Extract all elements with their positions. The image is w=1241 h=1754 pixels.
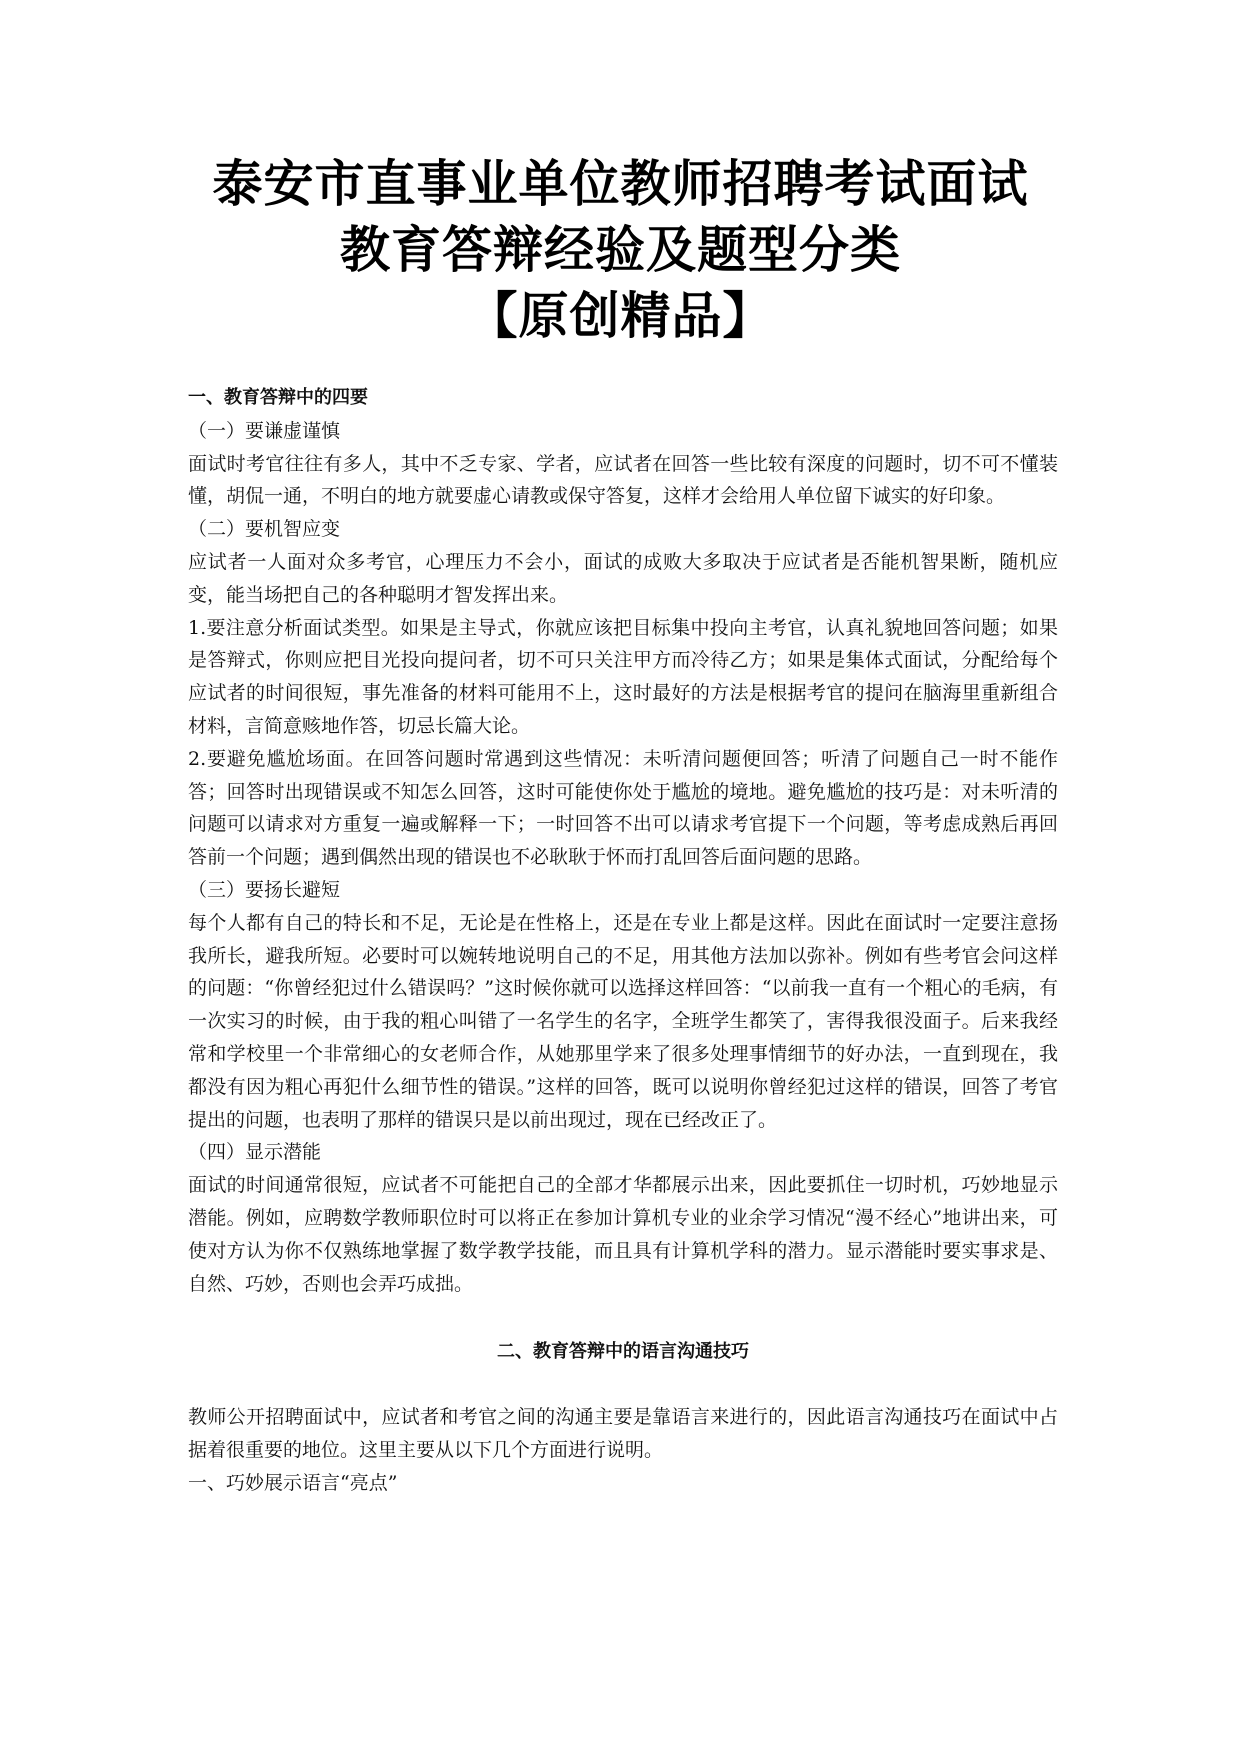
subsection-1-paragraph: 面试时考官往往有多人，其中不乏专家、学者，应试者在回答一些比较有深度的问题时，切不可不懂装懂，胡侃一通，不明白的地方就要虚心请教或保守答复，这样才会给用人单位留下诚实的好印象。 — [188, 452, 1058, 508]
section-2-heading: 二、教育答辩中的语言沟通技巧 — [497, 1341, 749, 1363]
document-title-line-2: 教育答辩经验及题型分类 — [340, 221, 901, 279]
subsection-2-paragraph-2: 1.要注意分析面试类型。如果是主导式，你就应该把目标集中投向主考官，认真礼貌地回答问题；如果是答辩式，你则应把目光投向提问者，切不可只关注甲方而冷待乙方；如果是集体式面试，分配给每个应试者的时间很短，事先准备的材料可能用不上，这时最好的方法是根据考官的提问在脑海里重新组合材料，言简意赅地作答，切忌长篇大论。 — [188, 616, 1058, 737]
document-body — [188, 382, 1058, 1500]
section-2-paragraph: 教师公开招聘面试中，应试者和考官之间的沟通主要是靠语言来进行的，因此语言沟通技巧在面试中占据着很重要的地位。这里主要从以下几个方面进行说明。 — [188, 1406, 1058, 1461]
subsection-3-heading: （三）要扬长避短 — [188, 878, 341, 901]
document-title-line-3: 【原创精品】 — [467, 287, 774, 345]
subsection-1-heading: （一）要谦虚谨慎 — [188, 419, 341, 442]
subsection-4-paragraph: 面试的时间通常很短，应试者不可能把自己的全部才华都展示出来，因此要抓住一切时机，巧妙地显示潜能。例如，应聘数学教师职位时可以将正在参加计算机专业的业余学习情况“漫不经心”地讲出来，可使对方认为你不仅熟练地掌握了数学教学技能，而且具有计算机学科的潜力。显示潜能时要实事求是、自然、巧妙，否则也会弄巧成拙。 — [188, 1174, 1058, 1295]
subsection-4-heading: （四）显示潜能 — [188, 1141, 322, 1164]
section-2-subheading-1: 一、巧妙展示语言“亮点” — [188, 1471, 398, 1494]
section-spacer — [188, 1369, 1058, 1401]
subsection-2-paragraph-3: 2.要避免尴尬场面。在回答问题时常遇到这些情况：未听清问题便回答；听清了问题自己一时不能作答；回答时出现错误或不知怎么回答，这时可能使你处于尴尬的境地。避免尴尬的技巧是：对未听清的问题可以请求对方重复一遍或解释一下；一时回答不出可以请求考官提下一个问题，等考虑成熟后再回答前一个问题；遇到偶然出现的错误也不必耿耿于怀而打乱回答后面问题的思路。 — [188, 747, 1058, 869]
subsection-3-paragraph: 每个人都有自己的特长和不足，无论是在性格上，还是在专业上都是这样。因此在面试时一定要注意扬我所长，避我所短。必要时可以婉转地说明自己的不足，用其他方法加以弥补。例如有些考官会问这样的问题：“你曾经犯过什么错误吗？”这时候你就可以选择这样回答：“以前我一直有一个粗心的毛病，有一次实习的时候，由于我的粗心叫错了一名学生的名字，全班学生都笑了，害得我很没面子。后来我经常和学校里一个非常细心的女老师合作，从她那里学来了很多处理事情细节的好办法，一直到现在，我都没有因为粗心再犯什么细节性的错误。”这样的回答，既可以说明你曾经犯过这样的错误，回答了考官提出的问题，也表明了那样的错误只是以前出现过，现在已经改正了。 — [188, 911, 1058, 1131]
section-spacer — [188, 1300, 1058, 1336]
subsection-2-paragraph-1: 应试者一人面对众多考官，心理压力不会小，面试的成败大多取决于应试者是否能机智果断，随机应变，能当场把自己的各种聪明才智发挥出来。 — [188, 550, 1058, 606]
document-title-line-1: 泰安市直事业单位教师招聘考试面试 — [212, 155, 1029, 213]
section-1-heading: 一、教育答辩中的四要 — [188, 387, 368, 408]
subsection-2-heading: （二）要机智应变 — [188, 518, 341, 541]
